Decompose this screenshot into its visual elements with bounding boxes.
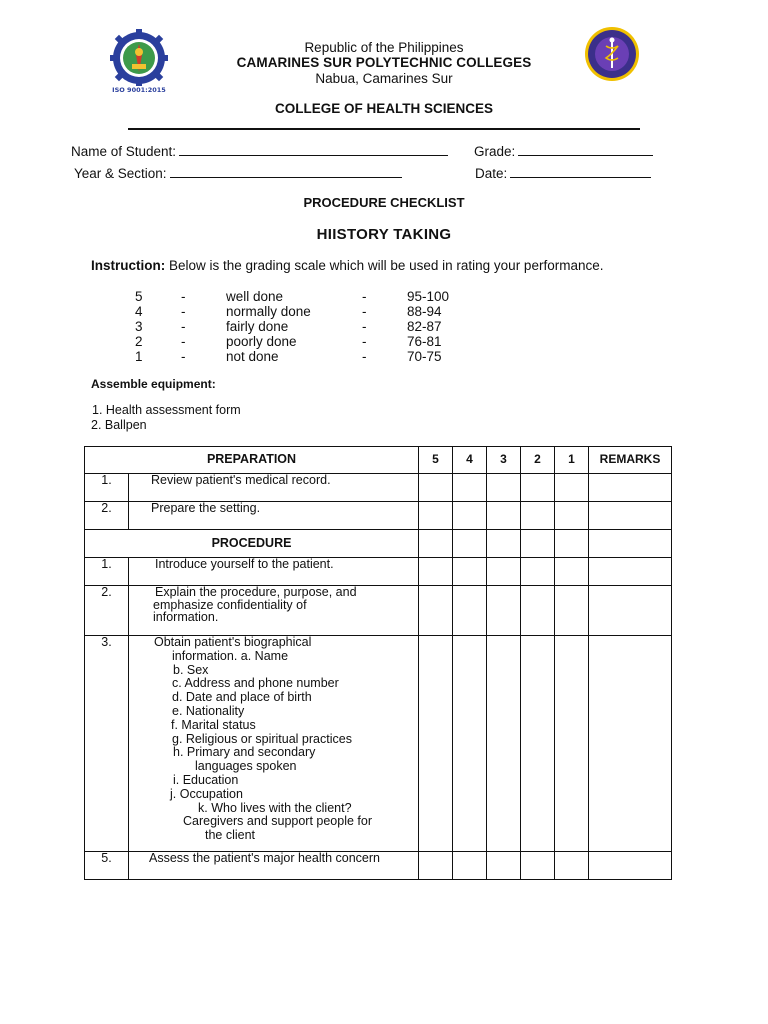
score-cell xyxy=(453,530,487,558)
scale-score: 5 xyxy=(135,289,143,304)
step-text: Review patient's medical record. xyxy=(129,474,419,502)
remarks-header: REMARKS xyxy=(589,447,672,474)
step-number: 2. xyxy=(85,586,129,636)
score-header: 1 xyxy=(555,447,589,474)
scale-dash: - xyxy=(181,319,186,334)
step-number: 5. xyxy=(85,852,129,880)
instruction-text xyxy=(91,258,603,273)
year-section-blank[interactable] xyxy=(170,165,402,178)
remarks-cell[interactable] xyxy=(589,586,672,636)
equipment-title: Assemble equipment: xyxy=(91,377,216,391)
scale-description: fairly done xyxy=(226,319,289,334)
score-cell[interactable] xyxy=(521,474,555,502)
scale-dash: - xyxy=(362,304,367,319)
score-cell[interactable] xyxy=(419,502,453,530)
department-heading: COLLEGE OF HEALTH SCIENCES xyxy=(274,101,493,116)
score-cell[interactable] xyxy=(453,852,487,880)
table-row xyxy=(85,852,672,880)
equipment-item: 1. Health assessment form xyxy=(92,403,241,417)
score-cell[interactable] xyxy=(555,586,589,636)
score-cell[interactable] xyxy=(521,586,555,636)
score-cell[interactable] xyxy=(453,558,487,586)
scale-description: poorly done xyxy=(226,334,297,349)
scale-row xyxy=(0,319,600,334)
preparation-header: PREPARATION xyxy=(85,447,419,474)
remarks-cell[interactable] xyxy=(589,636,672,852)
step-number: 3. xyxy=(85,636,129,852)
scale-score: 4 xyxy=(135,304,143,319)
score-header: 3 xyxy=(487,447,521,474)
score-cell[interactable] xyxy=(487,474,521,502)
score-cell[interactable] xyxy=(521,502,555,530)
procedure-header: PROCEDURE xyxy=(85,530,419,558)
scale-dash: - xyxy=(362,289,367,304)
table-row xyxy=(85,636,672,852)
score-header: 2 xyxy=(521,447,555,474)
step-text-line: Obtain patient's biographical xyxy=(154,635,312,649)
step-text: Prepare the setting. xyxy=(129,502,419,530)
scale-dash: - xyxy=(362,334,367,349)
scale-row xyxy=(0,289,600,304)
scale-description: well done xyxy=(226,289,284,304)
scale-description: not done xyxy=(226,349,279,364)
step-text xyxy=(129,586,419,636)
step-text-line: e. Nationality xyxy=(172,703,245,718)
step-text-line: j. Occupation xyxy=(170,786,243,801)
score-cell[interactable] xyxy=(419,852,453,880)
score-cell xyxy=(487,530,521,558)
step-text-line: languages spoken xyxy=(195,759,297,774)
step-text-line: Explain the procedure, purpose, and xyxy=(155,585,357,599)
grade-label: Grade: xyxy=(474,144,516,159)
step-number: 2. xyxy=(85,502,129,530)
score-cell[interactable] xyxy=(487,636,521,852)
scale-range: 88-94 xyxy=(407,304,442,319)
step-text-line: c. Address and phone number xyxy=(172,676,339,691)
scale-row xyxy=(0,304,600,319)
college-name: CAMARINES SUR POLYTECHNIC COLLEGES xyxy=(236,55,532,70)
step-text-line: Caregivers and support people for xyxy=(183,814,373,829)
step-text-line: emphasize confidentiality of xyxy=(153,597,307,612)
scale-row xyxy=(0,349,600,364)
step-text-line: the client xyxy=(205,828,256,843)
table-row xyxy=(85,586,672,636)
score-cell[interactable] xyxy=(521,852,555,880)
step-text-line: g. Religious or spiritual practices xyxy=(172,731,352,746)
score-cell[interactable] xyxy=(487,502,521,530)
scale-range: 95-100 xyxy=(407,289,450,304)
instruction-label: Instruction: xyxy=(91,258,166,273)
scale-row xyxy=(0,334,600,349)
remarks-cell[interactable] xyxy=(589,474,672,502)
remarks-cell[interactable] xyxy=(589,558,672,586)
score-cell[interactable] xyxy=(555,474,589,502)
score-cell[interactable] xyxy=(555,558,589,586)
score-cell[interactable] xyxy=(521,558,555,586)
score-cell[interactable] xyxy=(419,636,453,852)
date-label: Date: xyxy=(475,166,508,181)
checklist-title: PROCEDURE CHECKLIST xyxy=(303,195,465,210)
score-cell[interactable] xyxy=(487,558,521,586)
step-text: Assess the patient's major health concern xyxy=(129,852,419,880)
college-location: Nabua, Camarines Sur xyxy=(315,71,453,86)
table-row xyxy=(85,474,672,502)
scale-dash: - xyxy=(181,349,186,364)
step-text xyxy=(129,636,419,852)
score-header: 4 xyxy=(453,447,487,474)
date-blank[interactable] xyxy=(510,165,651,178)
step-number: 1. xyxy=(85,474,129,502)
scale-dash: - xyxy=(181,334,186,349)
score-cell[interactable] xyxy=(487,586,521,636)
grade-field xyxy=(474,143,653,159)
remarks-cell[interactable] xyxy=(589,502,672,530)
step-number: 1. xyxy=(85,558,129,586)
score-cell[interactable] xyxy=(453,474,487,502)
step-text-line: information. a. Name xyxy=(172,648,289,663)
step-text-line: h. Primary and secondary xyxy=(173,745,316,760)
step-text-line: b. Sex xyxy=(173,662,209,677)
instruction-body: Below is the grading scale which will be used in rating your performance. xyxy=(165,258,604,273)
checklist-table xyxy=(84,446,672,880)
score-cell[interactable] xyxy=(419,586,453,636)
scale-score: 2 xyxy=(135,334,143,349)
procedure-title: HIISTORY TAKING xyxy=(316,226,452,243)
student-name-blank[interactable] xyxy=(179,143,448,156)
header-divider xyxy=(128,128,640,130)
score-cell[interactable] xyxy=(453,502,487,530)
scale-dash: - xyxy=(362,349,367,364)
score-cell[interactable] xyxy=(555,636,589,852)
table-row xyxy=(85,502,672,530)
scale-range: 76-81 xyxy=(407,334,442,349)
date-field xyxy=(475,165,651,181)
procedure-section-row xyxy=(85,530,672,558)
score-cell xyxy=(555,530,589,558)
student-name-label: Name of Student: xyxy=(71,144,177,159)
table-header-row xyxy=(85,447,672,474)
score-cell[interactable] xyxy=(453,636,487,852)
student-name-field xyxy=(71,143,448,159)
score-cell[interactable] xyxy=(521,636,555,852)
score-cell[interactable] xyxy=(555,502,589,530)
step-text-line: i. Education xyxy=(173,772,239,787)
grade-blank[interactable] xyxy=(518,143,653,156)
scale-dash: - xyxy=(362,319,367,334)
score-cell[interactable] xyxy=(453,586,487,636)
scale-dash: - xyxy=(181,304,186,319)
scale-description: normally done xyxy=(226,304,311,319)
score-header: 5 xyxy=(419,447,453,474)
remarks-cell[interactable] xyxy=(589,852,672,880)
score-cell xyxy=(419,530,453,558)
score-cell[interactable] xyxy=(419,558,453,586)
step-text-line: d. Date and place of birth xyxy=(172,690,312,705)
table-row xyxy=(85,558,672,586)
step-text-line: information. xyxy=(153,610,219,624)
step-text: Introduce yourself to the patient. xyxy=(129,558,419,586)
scale-range: 70-75 xyxy=(407,349,442,364)
score-cell[interactable] xyxy=(487,852,521,880)
score-cell[interactable] xyxy=(555,852,589,880)
step-text-line: f. Marital status xyxy=(171,717,256,732)
svg-text:ISO 9001:2015: ISO 9001:2015 xyxy=(112,86,166,94)
year-section-field xyxy=(74,165,402,181)
year-section-label: Year & Section: xyxy=(74,166,167,181)
score-cell xyxy=(521,530,555,558)
republic-heading: Republic of the Philippines xyxy=(304,40,464,55)
score-cell[interactable] xyxy=(419,474,453,502)
scale-dash: - xyxy=(181,289,186,304)
scale-score: 1 xyxy=(135,349,143,364)
scale-score: 3 xyxy=(135,319,143,334)
step-text-line: k. Who lives with the client? xyxy=(198,800,352,815)
scale-range: 82-87 xyxy=(407,319,442,334)
remarks-cell xyxy=(589,530,672,558)
equipment-item: 2. Ballpen xyxy=(91,418,147,432)
